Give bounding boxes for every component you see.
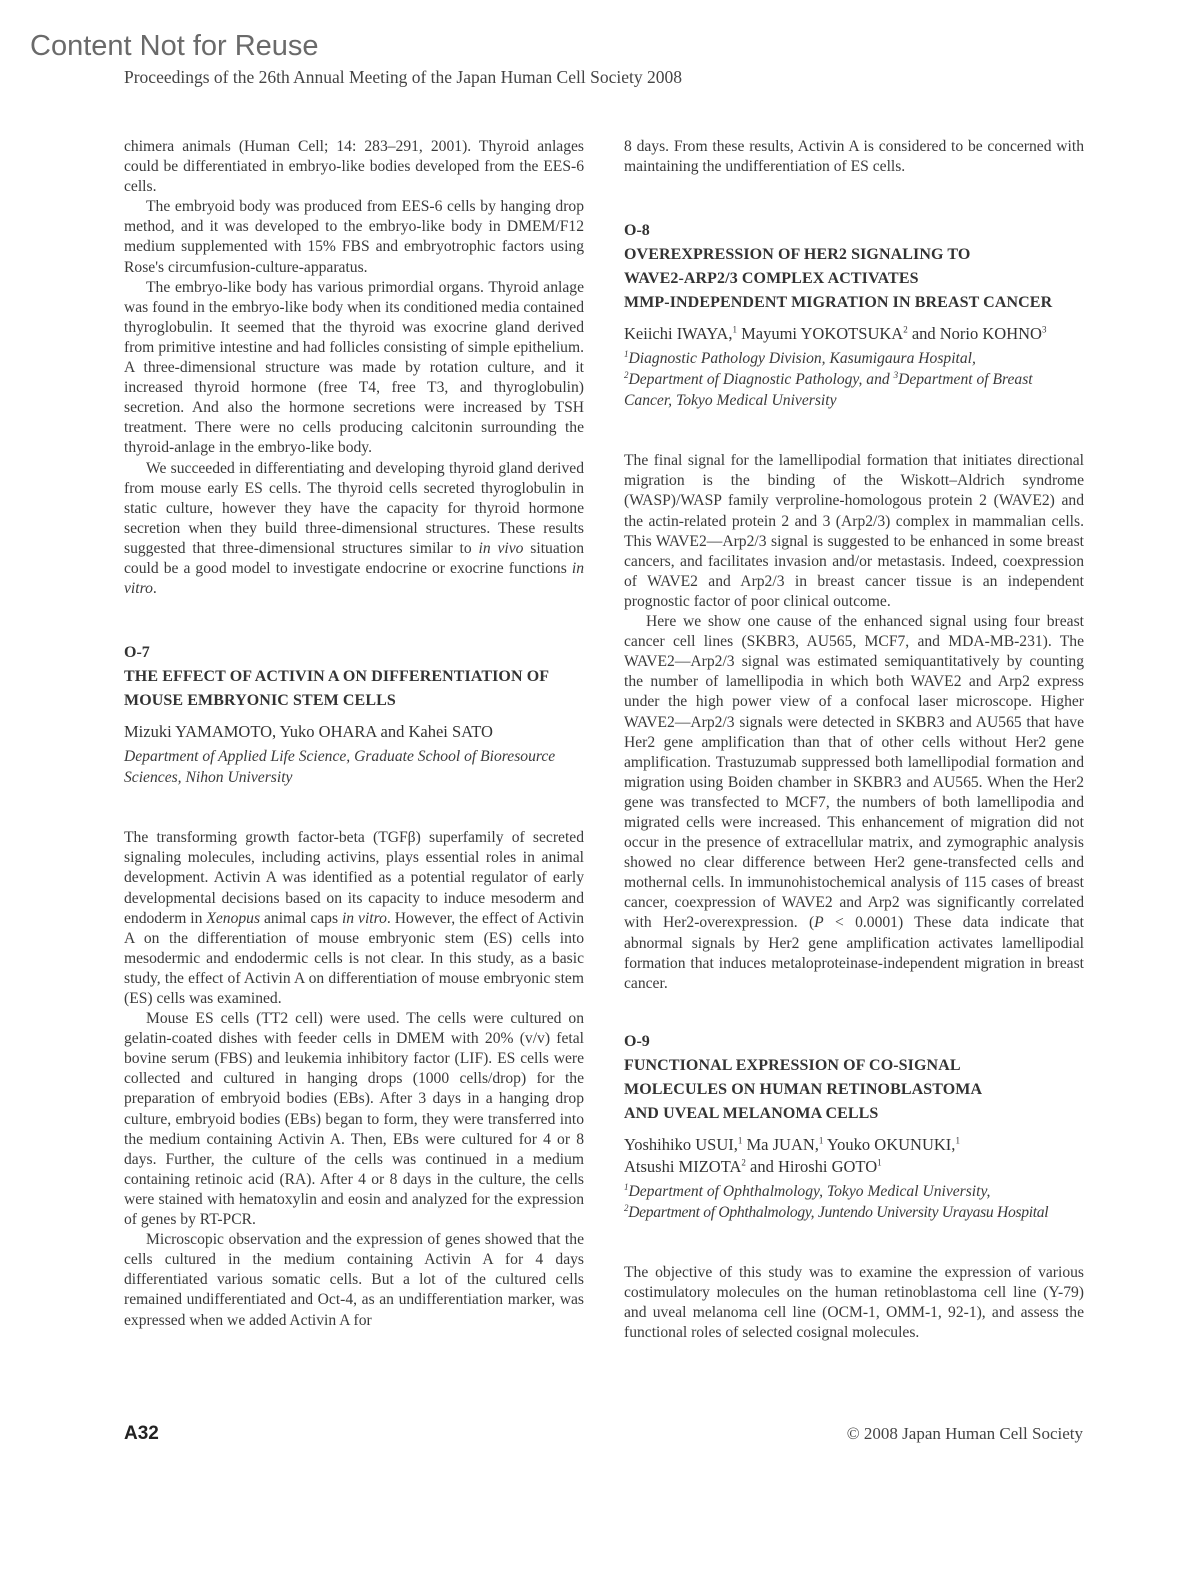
left-column — [124, 137, 584, 1331]
page-number: A32 — [124, 1423, 159, 1444]
abstract-o8 — [624, 221, 1084, 994]
paragraph: Microscopic observation and the expression of genes showed that the cells cultured in the medium containing Activin A for 4 days differentiated various somatic cells. But a lot of the cultured cells remained undifferentiated and Oct-4, as an undifferentiation marker, was expressed when we added Activin A for — [124, 1231, 584, 1329]
paragraph: We succeeded in differentiating and developing thyroid gland derived from mouse early ES cells. The thyroid cells secreted thyroglobulin in static culture, however they have the capacity for thyroid hormone secretion when they build three-dimensional structures. These results suggested that three-dimensional structures similar to in vivo situation could be a good model to investigate endocrine or exocrine functions in vitro. — [124, 459, 585, 598]
paragraph: The embryo-like body has various primordial organs. Thyroid anlage was found in the embryo-like body when its conditioned media contained thyroglobulin. It seemed that the thyroid was exocrine gland derived from primitive intestine and had follicles consisting of simple epithelium. A three-dimensional structure was made by rotation culture, and it increased thyroid hormone (free T4, free T3, and thyroglobulin) secretion. And also the hormone secretions were increased by TSH treatment. There were no cells producing calcitonin surrounding the thyroid-anlage in the embryo-like body. — [124, 278, 584, 457]
abstract-title: OVEREXPRESSION OF HER2 SIGNALING TO WAVE2-ARP2/3 COMPLEX ACTIVATES MMP-INDEPENDENT MIGRATION IN BREAST CANCER — [624, 246, 1053, 312]
abstract-id: O-9 — [624, 1032, 650, 1050]
abstract-o7 — [124, 643, 584, 1330]
abstract-affiliation: Department of Applied Life Science, Graduate School of Bioresource Sciences, Nihon University — [124, 748, 556, 787]
abstract-o9 — [624, 1032, 1084, 1343]
paragraph: chimera animals (Human Cell; 14: 283–291, 2001). Thyroid anlages could be differentiated in embryo-like bodies developed from the EES-6 cells. — [124, 138, 584, 196]
paragraph: The objective of this study was to examine the expression of various costimulatory molecules on the human retinoblastoma cell line (Y-79) and uveal melanoma cell line (OCM-1, OMM-1, 92-1), and assess the functional roles of selected cosignal molecules. — [624, 1263, 1084, 1342]
abstract-authors: Keiichi IWAYA,$^1$ Mayumi YOKOTSUKA$^2$ and Norio KOHNO$^3$ — [624, 324, 1047, 344]
abstract-title: FUNCTIONAL EXPRESSION OF CO-SIGNAL MOLECULES ON HUMAN RETINOBLASTOMA AND UVEAL MELANOMA CELLS — [624, 1056, 983, 1122]
paragraph: Mouse ES cells (TT2 cell) were used. The cells were cultured on gelatin-coated dishes with feeder cells in DMEM with 20% (v/v) fetal bovine serum (FBS) and leukemia inhibitory factor (LIF). ES cells were collected and cultured in hanging drops (1000 cells/drop) for the preparation of embryoid bodies (EBs). After 3 days in a hanging drop culture, embryoid bodies (EBs) began to form, they were transferred into the medium containing Activin A. Then, EBs were cultured for 4 or 8 days. Further, the culture of the cells was continued in a medium containing retinoic acid (RA). After 4 or 8 days in the culture, the cells were stained with hematoxylin and eosin and analyzed for the expression of genes by RT-PCR. — [124, 1010, 584, 1229]
paragraph: The transforming growth factor-beta (TGFβ) superfamily of secreted signaling molecules, including activins, plays essential roles in animal development. Activin A was identified as a potential regulator of early developmental decisions based on its capacity to induce mesoderm and endoderm in Xenopus animal caps in vitro. However, the effect of Activin A on the differentiation of mouse embryonic stem (ES) cells into mesodermic and endodermic cells is not clear. In this study, as a basic study, the effect of Activin A on differentiation of mouse embryonic stem (ES) cells was examined. — [124, 829, 585, 1007]
abstract-affiliation: $^1$Department of Ophthalmology, Tokyo Medical University, $^2$Department of Ophthalmology, Juntendo University Urayasu Hospital — [624, 1181, 1049, 1221]
paragraph: Here we show one cause of the enhanced signal using four breast cancer cell lines (SKBR3, AU565, MCF7, and MDA-MB-231). The WAVE2—Arp2/3 signal was estimated semiquantitatively by counting the number of lamellipodia in which both WAVE2 and Arp2 express under the high power view of a confocal laser microscope. Higher WAVE2—Arp2/3 signals were detected in SKBR3 and AU565 that have Her2 gene amplification than that of other cells without Her2 gene amplification. Trastuzumab suppressed both lamellipodial formation and migration using Boiden chamber in SKBR3 and AU565. When the Her2 gene was transfected to MCF7, the numbers of both lamellipodia and migrated cells were increased. This enhancement of migration did not occur in the presence of extracellular matrix, and zymographic analysis showed no clear difference between Her2 gene-transfected cells and mothernal cells. In immunohistochemical analysis of 115 cases of breast cancer, coexpression of WAVE2 and Arp2 was significantly correlated with Her2-overexpression. (P < 0.0001) These data indicate that abnormal signals by Her2 gene amplification activates lamellipodial formation that induces metaloproteinase-independent migration in breast cancer. — [624, 613, 1084, 992]
paragraph: 8 days. From these results, Activin A is considered to be concerned with maintaining the undifferentiation of ES cells. — [624, 138, 1084, 176]
copyright: © 2008 Japan Human Cell Society — [846, 1424, 1083, 1443]
abstract-authors: Mizuki YAMAMOTO, Yuko OHARA and Kahei SATO — [124, 722, 493, 742]
abstract-id: O-8 — [624, 222, 650, 240]
paragraph: The embryoid body was produced from EES-6 cells by hanging drop method, and it was developed to the embryo-like body in DMEM/F12 medium supplemented with 15% FBS and embryotrophic factors using Rose's circumfusion-culture-apparatus. — [124, 198, 584, 276]
right-column — [624, 137, 1084, 1343]
abstract-affiliation: $^1$Diagnostic Pathology Division, Kasumigaura Hospital, $^2$Department of Diagnostic Pathology, and $^3$Department of Breast Cancer, Tokyo Medical University — [624, 349, 1033, 410]
paragraph: The final signal for the lamellipodial formation that initiates directional migration is the binding of the Wiskott–Aldrich syndrome (WASP)/WASP family verproline-homologous protein 2 (WAVE2) and the actin-related protein 2 and 3 (Arp2/3) complex in mammalian cells. This WAVE2—Arp2/3 signal is suggested to be enhanced in some breast cancers, and facilitates invasion and/or metastasis. Indeed, coexpression of WAVE2 and Arp2/3 in breast cancer tissue is an independent prognostic factor of poor clinical outcome. — [624, 452, 1084, 610]
abstract-authors: Yoshihiko USUI,$^1$ Ma JUAN,$^1$ Youko OKUNUKI,$^1$ Atsushi MIZOTA$^2$ and Hiroshi GOTO$^1$ — [624, 1134, 960, 1176]
abstract-id: O-7 — [124, 644, 150, 662]
watermark: Content Not for Reuse — [30, 30, 319, 62]
abstract-title: THE EFFECT OF ACTIVIN A ON DIFFERENTIATION OF MOUSE EMBRYONIC STEM CELLS — [124, 668, 549, 710]
running-head: Proceedings of the 26th Annual Meeting of the Japan Human Cell Society 2008 — [124, 67, 682, 87]
